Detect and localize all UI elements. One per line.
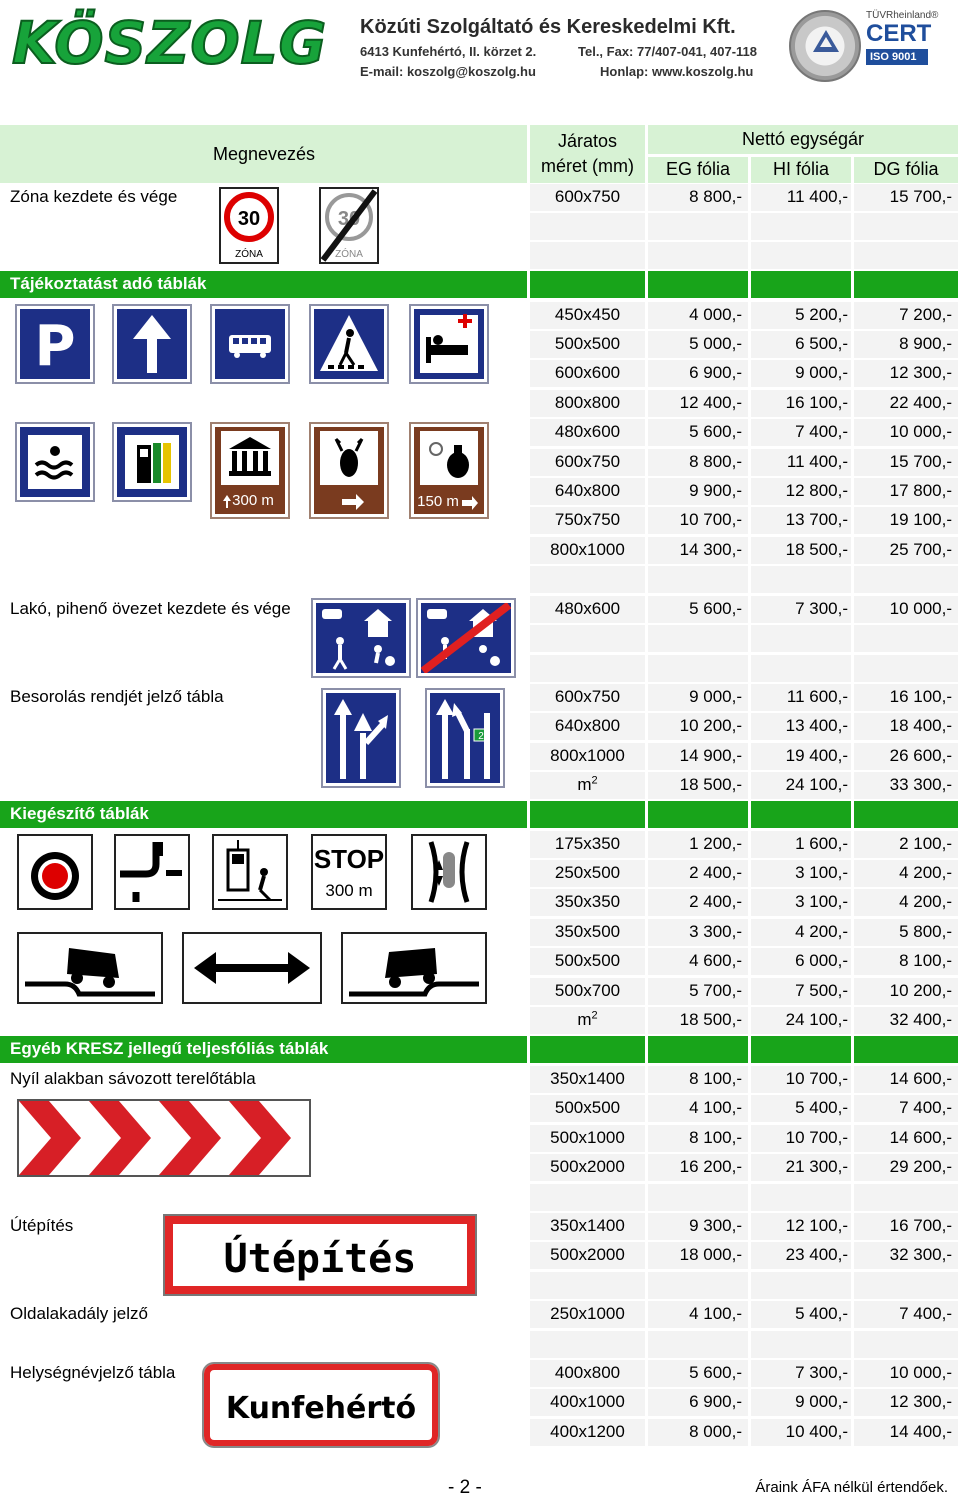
row-eg-price: 10 200,- bbox=[679, 716, 742, 735]
row-dg-price: 15 700,- bbox=[889, 187, 952, 206]
row-name: Lakó, pihenő övezet kezdete és vége bbox=[10, 599, 291, 618]
row-size bbox=[530, 687, 645, 707]
row-hi-price: 7 300,- bbox=[795, 1363, 848, 1382]
row-size-value: 500x700 bbox=[554, 981, 621, 1000]
section-title: Egyéb KRESZ jellegű teljesfóliás táblák bbox=[0, 1036, 527, 1063]
row-size-value: 800x1000 bbox=[550, 746, 625, 765]
row-hi-price: 19 400,- bbox=[785, 746, 848, 765]
town-name-sign bbox=[204, 1364, 438, 1446]
stop-text: STOP bbox=[313, 844, 385, 874]
row-name: Besorolás rendjét jelző tábla bbox=[10, 687, 224, 706]
table-row bbox=[0, 1418, 960, 1447]
row-size-value: 750x750 bbox=[554, 510, 621, 529]
row-size bbox=[530, 1157, 645, 1177]
row-hi-price: 21 300,- bbox=[785, 1157, 848, 1176]
company-logo bbox=[12, 6, 338, 80]
row-hi-price: 5 400,- bbox=[795, 1304, 848, 1323]
stop-distance: 300 m bbox=[325, 881, 373, 900]
tram-pedestrian-sign-icon bbox=[212, 834, 288, 910]
table-row bbox=[0, 389, 960, 418]
row-size-value: 600x600 bbox=[554, 363, 621, 382]
section-title: Tájékoztatást adó táblák bbox=[0, 271, 527, 298]
row-eg-price: 5 600,- bbox=[689, 422, 742, 441]
row-eg-price: 14 900,- bbox=[679, 746, 742, 765]
table-row-empty bbox=[0, 1330, 960, 1359]
row-dg-price: 2 100,- bbox=[899, 834, 952, 853]
row-eg-price: 9 900,- bbox=[689, 481, 742, 500]
residential-zone-start-sign-icon bbox=[313, 600, 409, 676]
zone-speed: 30 bbox=[237, 208, 261, 230]
row-size bbox=[530, 334, 645, 354]
row-size-unit-sup: 2 bbox=[591, 774, 598, 787]
row-dg-price: 29 200,- bbox=[889, 1157, 952, 1176]
row-name: Oldalakadály jelző bbox=[10, 1304, 148, 1323]
col-eg-header: EG fólia bbox=[665, 159, 731, 179]
row-size-value: 640x800 bbox=[554, 716, 621, 735]
row-dg-price: 14 600,- bbox=[889, 1069, 952, 1088]
row-eg-price: 6 900,- bbox=[689, 363, 742, 382]
row-size-value: 250x500 bbox=[554, 863, 621, 882]
col-hi-header: HI fólia bbox=[772, 159, 830, 179]
row-size-value: 450x450 bbox=[554, 305, 621, 324]
row-name: Nyíl alakban sávozott terelőtábla bbox=[10, 1069, 256, 1088]
row-hi-price: 3 100,- bbox=[795, 892, 848, 911]
row-dg-price: 5 800,- bbox=[899, 922, 952, 941]
lane-arrangement-numbered-sign-icon bbox=[427, 690, 503, 786]
row-dg-price: 10 200,- bbox=[889, 981, 952, 1000]
bus-stop-sign-icon bbox=[212, 306, 288, 382]
net-price-header: Nettó egységár bbox=[741, 129, 865, 149]
row-size-value: m bbox=[577, 1010, 592, 1029]
zone-end-label: ZÓNA bbox=[335, 249, 363, 260]
company-address: 6413 Kunfehértó, II. körzet 2. bbox=[360, 44, 537, 59]
row-dg-price: 14 600,- bbox=[889, 1128, 952, 1147]
row-hi-price: 10 700,- bbox=[785, 1128, 848, 1147]
row-eg-price: 8 800,- bbox=[689, 187, 742, 206]
row-name: Útépítés bbox=[10, 1216, 74, 1235]
row-dg-price: 19 100,- bbox=[889, 510, 952, 529]
row-size-value: 800x1000 bbox=[550, 540, 625, 559]
logo-text: KÖSZOLG bbox=[12, 9, 328, 77]
row-size bbox=[530, 1392, 645, 1412]
row-size bbox=[530, 775, 645, 795]
row-eg-price: 10 700,- bbox=[679, 510, 742, 529]
lane-arrangement-sign-icon bbox=[323, 690, 399, 786]
row-size bbox=[530, 716, 645, 736]
row-eg-price: 16 200,- bbox=[679, 1157, 742, 1176]
row-eg-price: 14 300,- bbox=[679, 540, 742, 559]
row-hi-price: 11 400,- bbox=[786, 187, 848, 206]
row-eg-price: 2 400,- bbox=[689, 863, 742, 882]
table-row bbox=[0, 1241, 960, 1270]
row-size bbox=[530, 305, 645, 325]
col-name-header: Megnevezés bbox=[213, 144, 316, 164]
row-size-value: 350x1400 bbox=[550, 1069, 625, 1088]
supplementary-circle-sign-icon bbox=[17, 834, 93, 910]
row-eg-price: 8 800,- bbox=[689, 452, 742, 471]
row-dg-price: 14 400,- bbox=[889, 1422, 952, 1441]
row-dg-price: 22 400,- bbox=[889, 393, 952, 412]
row-hi-price: 9 000,- bbox=[795, 1392, 848, 1411]
row-eg-price: 18 000,- bbox=[679, 1245, 742, 1264]
row-size bbox=[530, 1069, 645, 1089]
pedestrian-crossing-sign-icon bbox=[311, 306, 387, 382]
row-eg-price: 4 600,- bbox=[689, 951, 742, 970]
row-eg-price: 1 200,- bbox=[689, 834, 742, 853]
row-size-value: 500x2000 bbox=[550, 1157, 625, 1176]
parking-sign-icon bbox=[17, 306, 93, 382]
wildlife-sign-icon bbox=[311, 424, 387, 517]
zone-start-sign bbox=[219, 187, 279, 264]
row-size bbox=[530, 599, 645, 619]
row-hi-price: 11 400,- bbox=[786, 452, 848, 471]
row-dg-price: 8 100,- bbox=[899, 951, 952, 970]
row-size bbox=[530, 1216, 645, 1236]
row-eg-price: 18 500,- bbox=[679, 1010, 742, 1029]
row-size bbox=[530, 834, 645, 854]
table-row-empty bbox=[0, 565, 960, 594]
row-eg-price: 3 300,- bbox=[689, 922, 742, 941]
row-size bbox=[530, 892, 645, 912]
row-eg-price: 4 100,- bbox=[689, 1304, 742, 1323]
tuv-seal-icon bbox=[789, 10, 861, 82]
row-hi-price: 18 500,- bbox=[785, 540, 848, 559]
junction-shape-sign-icon bbox=[114, 834, 190, 910]
row-size bbox=[530, 1363, 645, 1383]
row-eg-price: 2 400,- bbox=[689, 892, 742, 911]
cert-brand: TÜVRheinland® bbox=[866, 10, 939, 21]
table-row-empty bbox=[0, 1271, 960, 1300]
row-size bbox=[530, 1245, 645, 1265]
table-row bbox=[0, 183, 960, 212]
row-hi-price: 13 400,- bbox=[785, 716, 848, 735]
row-size-value: 480x600 bbox=[554, 599, 621, 618]
row-size bbox=[530, 1422, 645, 1442]
row-dg-price: 7 400,- bbox=[899, 1098, 952, 1117]
row-hi-price: 7 300,- bbox=[795, 599, 848, 618]
row-eg-price: 5 700,- bbox=[689, 981, 742, 1000]
row-hi-price: 6 500,- bbox=[795, 334, 848, 353]
row-size bbox=[530, 540, 645, 560]
row-size-value: 350x500 bbox=[554, 922, 621, 941]
row-dg-price: 12 300,- bbox=[889, 363, 952, 382]
row-dg-price: 12 300,- bbox=[889, 1392, 952, 1411]
page-number: - 2 - bbox=[448, 1477, 482, 1498]
table-row bbox=[0, 1006, 960, 1035]
row-hi-price: 16 100,- bbox=[785, 393, 848, 412]
row-size bbox=[530, 951, 645, 971]
row-hi-price: 10 700,- bbox=[785, 1069, 848, 1088]
row-dg-price: 16 700,- bbox=[889, 1216, 952, 1235]
row-size-value: 350x350 bbox=[554, 892, 621, 911]
row-dg-price: 16 100,- bbox=[889, 687, 952, 706]
row-size-value: 175x350 bbox=[554, 834, 621, 853]
row-dg-price: 8 900,- bbox=[899, 334, 952, 353]
row-size-value: 480x600 bbox=[554, 422, 621, 441]
row-hi-price: 5 200,- bbox=[795, 305, 848, 324]
section-header bbox=[0, 1036, 960, 1063]
row-eg-price: 9 300,- bbox=[689, 1216, 742, 1235]
one-way-sign-icon bbox=[114, 306, 190, 382]
row-dg-price: 7 200,- bbox=[899, 305, 952, 324]
row-size-value: 640x800 bbox=[554, 481, 621, 500]
row-hi-price: 24 100,- bbox=[785, 775, 848, 794]
table-row-empty bbox=[0, 241, 960, 270]
row-dg-price: 26 600,- bbox=[889, 746, 952, 765]
row-size bbox=[530, 1304, 645, 1324]
town-text: Kunfehértó bbox=[225, 1391, 417, 1426]
table-row-empty bbox=[0, 1183, 960, 1212]
svg-text:P: P bbox=[34, 314, 76, 379]
slippery-road-left-sign-icon bbox=[17, 932, 163, 1004]
stop-distance-sign-icon bbox=[311, 834, 387, 910]
page-header bbox=[0, 0, 960, 92]
slippery-road-right-sign-icon bbox=[341, 932, 487, 1004]
table-row bbox=[0, 536, 960, 565]
row-size-value: 500x500 bbox=[554, 334, 621, 353]
row-hi-price: 10 400,- bbox=[785, 1422, 848, 1441]
row-size bbox=[530, 981, 645, 1001]
company-web: Honlap: www.koszolg.hu bbox=[600, 64, 754, 79]
row-eg-price: 8 000,- bbox=[689, 1422, 742, 1441]
roadworks-sign bbox=[165, 1216, 475, 1294]
row-size-value: 400x1000 bbox=[550, 1392, 625, 1411]
row-dg-price: 33 300,- bbox=[889, 775, 952, 794]
cert-badge bbox=[866, 10, 952, 84]
table-row-empty bbox=[0, 212, 960, 241]
cert-iso: ISO 9001 bbox=[866, 49, 928, 65]
cert-label: CERT bbox=[866, 20, 932, 47]
row-size bbox=[530, 1010, 645, 1030]
craft-distance: 150 m bbox=[417, 493, 459, 510]
section-title: Kiegészítő táblák bbox=[0, 801, 527, 828]
row-eg-price: 12 400,- bbox=[679, 393, 742, 412]
row-size-value: 350x1400 bbox=[550, 1216, 625, 1235]
row-dg-price: 10 000,- bbox=[889, 599, 952, 618]
table-row bbox=[0, 1359, 960, 1388]
row-size-value: 500x500 bbox=[554, 951, 621, 970]
row-dg-price: 10 000,- bbox=[889, 1363, 952, 1382]
row-eg-price: 4 100,- bbox=[689, 1098, 742, 1117]
row-size bbox=[530, 510, 645, 530]
company-phone: Tel., Fax: 77/407-041, 407-118 bbox=[578, 44, 757, 59]
residential-zone-end-sign-icon bbox=[418, 600, 514, 676]
double-arrow-sign-icon bbox=[182, 932, 322, 1004]
row-dg-price: 32 400,- bbox=[889, 1010, 952, 1029]
row-dg-price: 32 300,- bbox=[889, 1245, 952, 1264]
row-size-value: 500x500 bbox=[554, 1098, 621, 1117]
section-header bbox=[0, 271, 960, 298]
company-name: Közúti Szolgáltató és Kereskedelmi Kft. bbox=[360, 16, 736, 38]
row-hi-price: 9 000,- bbox=[795, 363, 848, 382]
row-hi-price: 12 100,- bbox=[785, 1216, 848, 1235]
roadworks-text: Útépítés bbox=[223, 1236, 417, 1282]
row-eg-price: 5 600,- bbox=[689, 1363, 742, 1382]
row-size-value: m bbox=[577, 775, 592, 794]
row-hi-price: 7 500,- bbox=[795, 981, 848, 1000]
lane-badge: 2 bbox=[478, 731, 484, 742]
row-size bbox=[530, 393, 645, 413]
row-size bbox=[530, 481, 645, 501]
row-size bbox=[530, 1128, 645, 1148]
row-hi-price: 7 400,- bbox=[795, 422, 848, 441]
row-size-value: 500x2000 bbox=[550, 1245, 625, 1264]
row-size bbox=[530, 363, 645, 383]
row-dg-price: 4 200,- bbox=[899, 863, 952, 882]
swimming-sign-icon bbox=[17, 424, 93, 500]
row-dg-price: 15 700,- bbox=[889, 452, 952, 471]
row-size-value: 400x800 bbox=[554, 1363, 621, 1382]
row-dg-price: 25 700,- bbox=[889, 540, 952, 559]
row-size-value: 500x1000 bbox=[550, 1128, 625, 1147]
row-size bbox=[530, 922, 645, 942]
row-size-value: 800x800 bbox=[554, 393, 621, 412]
row-hi-price: 24 100,- bbox=[785, 1010, 848, 1029]
row-eg-price: 9 000,- bbox=[689, 687, 742, 706]
row-size-value: 600x750 bbox=[554, 452, 621, 471]
row-size-value: 400x1200 bbox=[550, 1422, 625, 1441]
row-eg-price: 4 000,- bbox=[689, 305, 742, 324]
table-row bbox=[0, 1300, 960, 1329]
row-eg-price: 8 100,- bbox=[689, 1069, 742, 1088]
craft-sign-icon bbox=[411, 424, 487, 517]
row-hi-price: 1 600,- bbox=[795, 834, 848, 853]
row-eg-price: 8 100,- bbox=[689, 1128, 742, 1147]
row-eg-price: 5 600,- bbox=[689, 599, 742, 618]
fuel-station-sign-icon bbox=[114, 424, 190, 500]
table-row bbox=[0, 1212, 960, 1241]
table-row bbox=[0, 1065, 960, 1094]
chevron-board-sign-icon bbox=[17, 1099, 311, 1177]
vat-note: Áraink ÁFA nélkül értendőek. bbox=[755, 1479, 948, 1496]
row-eg-price: 18 500,- bbox=[679, 775, 742, 794]
row-size-value: 600x750 bbox=[554, 687, 621, 706]
col-size-header-2: méret (mm) bbox=[541, 156, 634, 176]
row-name: Zóna kezdete és vége bbox=[10, 187, 178, 206]
row-eg-price: 6 900,- bbox=[689, 1392, 742, 1411]
row-dg-price: 4 200,- bbox=[899, 892, 952, 911]
row-size-unit-sup: 2 bbox=[591, 1009, 598, 1022]
museum-sign-icon bbox=[212, 424, 288, 517]
company-email: E-mail: koszolg@koszolg.hu bbox=[360, 64, 536, 79]
zone-label: ZÓNA bbox=[235, 249, 263, 260]
row-hi-price: 6 000,- bbox=[795, 951, 848, 970]
col-dg-header: DG fólia bbox=[873, 159, 939, 179]
row-dg-price: 7 400,- bbox=[899, 1304, 952, 1323]
row-hi-price: 12 800,- bbox=[785, 481, 848, 500]
row-size bbox=[530, 863, 645, 883]
row-size bbox=[530, 452, 645, 472]
museum-distance: 300 m bbox=[232, 492, 274, 509]
row-dg-price: 18 400,- bbox=[889, 716, 952, 735]
lane-narrowing-sign-icon bbox=[411, 834, 487, 910]
table-row bbox=[0, 1388, 960, 1417]
row-size bbox=[530, 1098, 645, 1118]
col-size-header-1: Járatos bbox=[557, 131, 618, 151]
row-dg-price: 10 000,- bbox=[889, 422, 952, 441]
row-size: 600x750 bbox=[554, 187, 621, 206]
row-eg-price: 5 000,- bbox=[689, 334, 742, 353]
row-hi-price: 23 400,- bbox=[785, 1245, 848, 1264]
row-hi-price: 5 400,- bbox=[795, 1098, 848, 1117]
section-header bbox=[0, 801, 960, 828]
hospital-bed-sign-icon bbox=[411, 306, 487, 382]
zone-end-sign bbox=[319, 187, 379, 264]
row-size-value: 250x1000 bbox=[550, 1304, 625, 1323]
row-name: Helységnévjelző tábla bbox=[10, 1363, 176, 1382]
row-dg-price: 17 800,- bbox=[889, 481, 952, 500]
zone-end-speed: 30 bbox=[337, 208, 361, 230]
row-hi-price: 11 600,- bbox=[786, 687, 848, 706]
row-hi-price: 3 100,- bbox=[795, 863, 848, 882]
row-hi-price: 13 700,- bbox=[785, 510, 848, 529]
row-hi-price: 4 200,- bbox=[795, 922, 848, 941]
row-size bbox=[530, 422, 645, 442]
row-size bbox=[530, 746, 645, 766]
